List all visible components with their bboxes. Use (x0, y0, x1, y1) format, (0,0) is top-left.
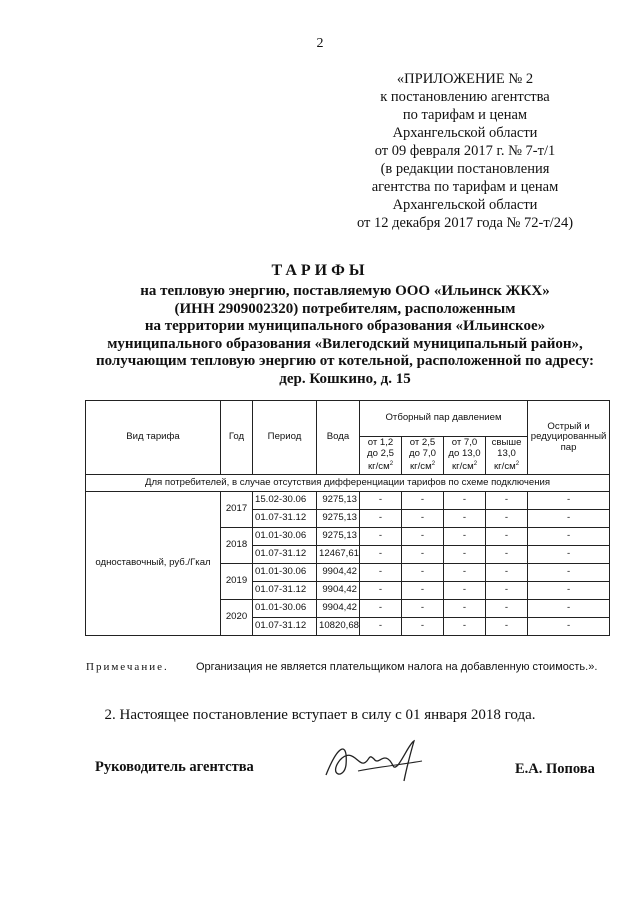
period-cell: 01.07-31.12 (253, 618, 317, 636)
dash-cell: - (444, 510, 486, 528)
dash-cell: - (360, 582, 402, 600)
signatory-name: Е.А. Попова (515, 761, 595, 777)
dash-cell: - (402, 600, 444, 618)
dash-cell: - (402, 528, 444, 546)
header-steam-1-2.5 (360, 437, 402, 475)
subtitle-line: на территории муниципального образования «Ильинское» (144, 318, 546, 334)
dash-cell: - (528, 546, 610, 564)
steam-col-unit (404, 459, 441, 473)
period-cell: 01.07-31.12 (253, 510, 317, 528)
period-cell: 01.07-31.12 (253, 582, 317, 600)
dash-cell: - (402, 582, 444, 600)
dash-cell: - (528, 582, 610, 600)
header-sharp-steam: Острый и редуцированный пар (528, 401, 610, 475)
tariff-table (85, 400, 610, 636)
subtitle-line: получающим тепловую энергию от котельной, расположенной по адресу: (95, 353, 595, 369)
dash-cell: - (486, 582, 528, 600)
dash-cell: - (402, 564, 444, 582)
header-year: Год (221, 401, 253, 475)
steam-col-line: от 7,0 (451, 437, 478, 449)
steam-col-line: от 1,2 (367, 437, 394, 449)
header-tariff-type: Вид тарифа (86, 401, 221, 475)
dash-cell: - (444, 546, 486, 564)
steam-col-line: до 13,0 (448, 447, 481, 459)
dash-cell: - (486, 510, 528, 528)
period-cell: 01.01-30.06 (253, 564, 317, 582)
unit-sup: 2 (431, 461, 436, 468)
subtitle-line: муниципального образования «Вилегодский муниципальный район», (107, 335, 583, 352)
dash-cell: - (486, 618, 528, 636)
dash-cell: - (528, 510, 610, 528)
dash-cell: - (360, 564, 402, 582)
dash-cell: - (444, 492, 486, 510)
subtitle-line: (ИНН 2909002320) потребителям, расположенным (174, 300, 516, 317)
header-water: Вода (317, 401, 360, 475)
year-cell: 2019 (221, 564, 253, 600)
appendix-line: «ПРИЛОЖЕНИЕ № 2 (396, 71, 534, 87)
dash-cell: - (360, 528, 402, 546)
water-cell: 9275,13 (317, 528, 360, 546)
header-steam-group: Отборный пар давлением (360, 401, 528, 437)
water-cell: 9904,42 (317, 600, 360, 618)
effective-date-clause: 2. Настоящее постановление вступает в силу с 01 января 2018 года. (104, 707, 536, 723)
dash-cell: - (402, 546, 444, 564)
note-label: Примечание. (86, 661, 169, 673)
dash-cell: - (444, 582, 486, 600)
water-cell: 12467,61 (317, 546, 360, 564)
dash-cell: - (360, 492, 402, 510)
dash-cell: - (444, 618, 486, 636)
water-cell: 9275,13 (317, 492, 360, 510)
appendix-line: к постановлению агентства (380, 89, 550, 105)
unit-sup: 2 (389, 461, 394, 468)
appendix-line: Архангельской области (392, 197, 538, 213)
steam-col-line: до 2,5 (367, 447, 394, 459)
unit-text: кг/см (409, 461, 432, 473)
water-cell: 9275,13 (317, 510, 360, 528)
appendix-line: агентства по тарифам и ценам (371, 179, 559, 195)
dash-cell: - (360, 600, 402, 618)
header-steam-7-13 (444, 437, 486, 475)
dash-cell: - (444, 528, 486, 546)
dash-cell: - (528, 528, 610, 546)
header-period: Период (253, 401, 317, 475)
period-cell: 01.01-30.06 (253, 528, 317, 546)
dash-cell: - (444, 600, 486, 618)
header-steam-2.5-7 (402, 437, 444, 475)
dash-cell: - (528, 618, 610, 636)
dash-cell: - (402, 510, 444, 528)
subtitle-line: дер. Кошкино, д. 15 (279, 370, 411, 387)
appendix-line: Архангельской области (392, 125, 538, 141)
period-cell: 15.02-30.06 (253, 492, 317, 510)
appendix-line: от 09 февраля 2017 г. № 7-т/1 (374, 143, 556, 159)
period-cell: 01.07-31.12 (253, 546, 317, 564)
steam-col-line: до 7,0 (409, 447, 436, 459)
document-title: ТАРИФЫ (271, 262, 369, 279)
period-cell: 01.01-30.06 (253, 600, 317, 618)
steam-col-unit (446, 459, 483, 473)
appendix-line: (в редакции постановления (380, 161, 550, 177)
water-cell: 9904,42 (317, 564, 360, 582)
table-row (86, 492, 610, 510)
appendix-line: от 12 декабря 2017 года № 72-т/24) (356, 215, 574, 231)
header-steam-over-13 (486, 437, 528, 475)
page-number: 2 (316, 36, 324, 51)
appendix-header (330, 70, 600, 232)
unit-text: кг/см (451, 461, 474, 473)
dash-cell: - (528, 564, 610, 582)
dash-cell: - (528, 492, 610, 510)
dash-cell: - (402, 492, 444, 510)
year-cell: 2017 (221, 492, 253, 528)
dash-cell: - (360, 546, 402, 564)
steam-col-unit (362, 459, 399, 473)
handwritten-signature (318, 735, 438, 785)
unit-sup: 2 (473, 461, 478, 468)
steam-col-unit (488, 459, 525, 473)
dash-cell: - (486, 528, 528, 546)
dash-cell: - (486, 492, 528, 510)
dash-cell: - (444, 564, 486, 582)
water-cell: 9904,42 (317, 582, 360, 600)
dash-cell: - (486, 546, 528, 564)
water-cell: 10820,68 (317, 618, 360, 636)
steam-col-line: от 2,5 (409, 437, 436, 449)
dash-cell: - (360, 510, 402, 528)
steam-col-line: свыше (491, 437, 522, 449)
dash-cell: - (360, 618, 402, 636)
dash-cell: - (528, 600, 610, 618)
section-row: Для потребителей, в случае отсутствия дифференциации тарифов по схеме подключения (86, 475, 610, 492)
dash-cell: - (402, 618, 444, 636)
unit-text: кг/см (367, 461, 390, 473)
unit-text: кг/см (493, 461, 516, 473)
appendix-line: по тарифам и ценам (402, 107, 528, 123)
tariff-label: одноставочный, руб./Гкал (86, 492, 221, 636)
steam-col-line: 13,0 (497, 447, 516, 459)
dash-cell: - (486, 564, 528, 582)
year-cell: 2020 (221, 600, 253, 636)
subtitle-line: на тепловую энергию, поставляемую ООО «Ильинск ЖКХ» (140, 283, 550, 299)
dash-cell: - (486, 600, 528, 618)
document-subtitle (60, 283, 630, 388)
year-cell: 2018 (221, 528, 253, 564)
unit-sup: 2 (515, 461, 520, 468)
signatory-role: Руководитель агентства (95, 759, 254, 775)
note-text: Организация не является плательщиком налога на добавленную стоимость.». (196, 661, 598, 673)
